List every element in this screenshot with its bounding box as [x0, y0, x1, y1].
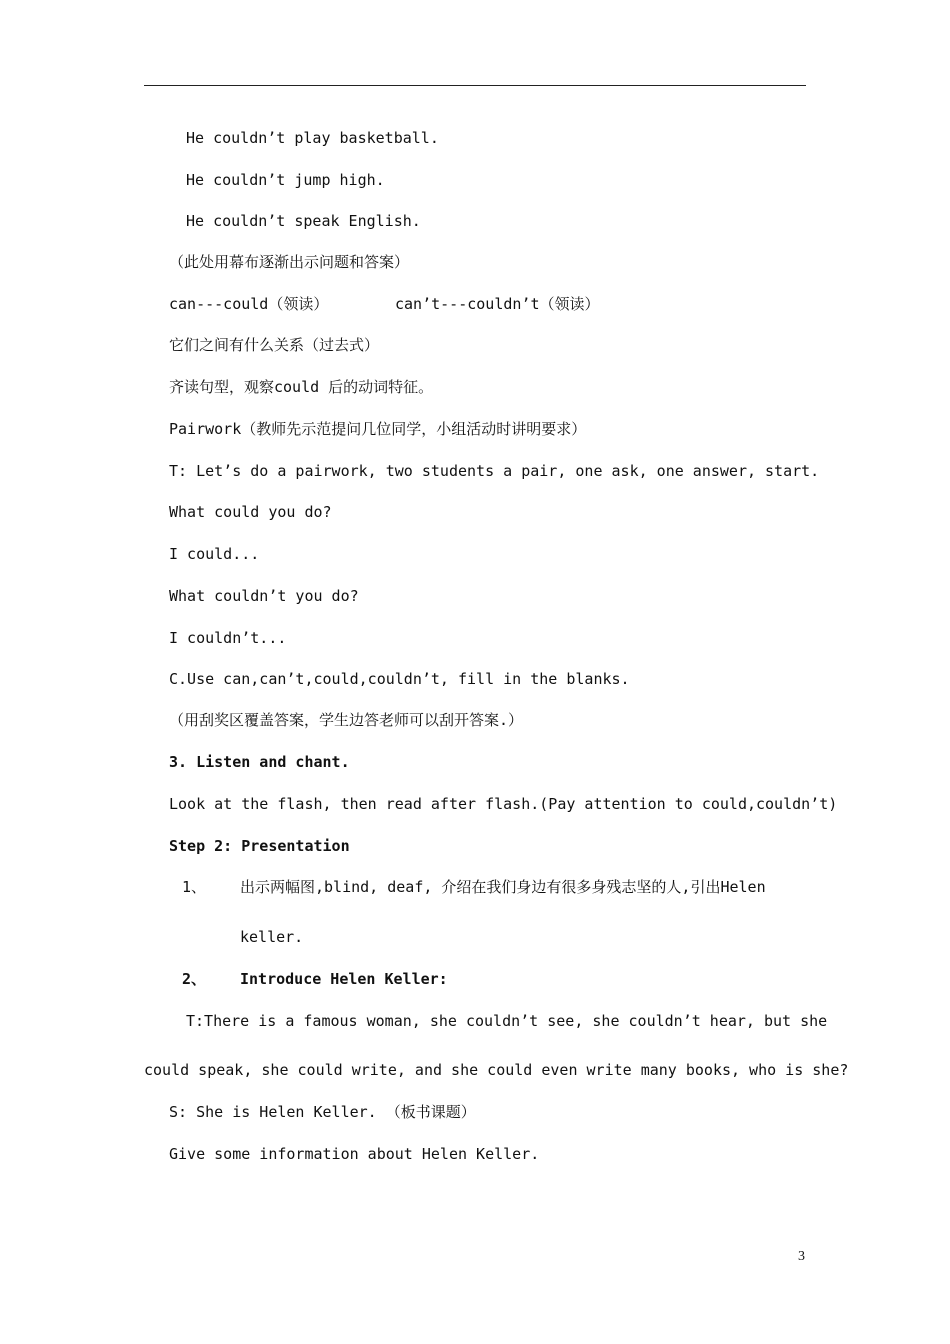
text-line: He couldn’t speak English.	[186, 212, 421, 230]
list-number: 1、	[182, 878, 207, 896]
text-line: What couldn’t you do?	[169, 587, 359, 605]
page-number: 3	[798, 1249, 805, 1264]
text-line: Look at the flash, then read after flash.(Pay attention to could,couldn’t)	[169, 795, 838, 813]
text-line: What could you do?	[169, 503, 332, 521]
section-heading: 3. Listen and chant.	[169, 753, 350, 771]
text-line: S: She is Helen Keller. （板书课题）	[169, 1103, 476, 1121]
list-item-text: Introduce Helen Keller:	[240, 970, 448, 988]
text-line: （用刮奖区覆盖答案，学生边答老师可以刮开答案.）	[169, 711, 524, 729]
paragraph-line: T:There is a famous woman, she couldn’t see, she couldn’t hear, but she	[186, 1012, 828, 1030]
header-rule	[144, 85, 806, 86]
text-line: I could...	[169, 545, 260, 563]
text-line: T: Let’s do a pairwork, two students a pair, one ask, one answer, start.	[169, 462, 820, 480]
text-line: Give some information about Helen Keller.	[169, 1145, 540, 1163]
text-line: Pairwork（教师先示范提问几位同学，小组活动时讲明要求）	[169, 420, 587, 438]
list-number: 2、	[182, 970, 207, 988]
text-line: I couldn’t...	[169, 629, 287, 647]
text-line: can---could（领读）	[169, 295, 329, 313]
section-heading: Step 2: Presentation	[169, 837, 350, 855]
text-line: （此处用幕布逐渐出示问题和答案）	[169, 253, 410, 271]
text-line: 它们之间有什么关系（过去式）	[169, 336, 380, 354]
text-line: He couldn’t jump high.	[186, 171, 385, 189]
paragraph-line: could speak, she could write, and she could even write many books, who is she?	[144, 1061, 849, 1079]
text-line: can’t---couldn’t（领读）	[395, 295, 600, 313]
text-line: C.Use can,can’t,could,couldn’t, fill in the blanks.	[169, 670, 630, 688]
list-item-text: keller.	[240, 928, 304, 946]
list-item-text: 出示两幅图,blind, deaf, 介绍在我们身边有很多身残志坚的人,引出Helen	[240, 878, 766, 896]
text-line: 齐读句型，观察could 后的动词特征。	[169, 378, 434, 396]
text-line: He couldn’t play basketball.	[186, 129, 439, 147]
